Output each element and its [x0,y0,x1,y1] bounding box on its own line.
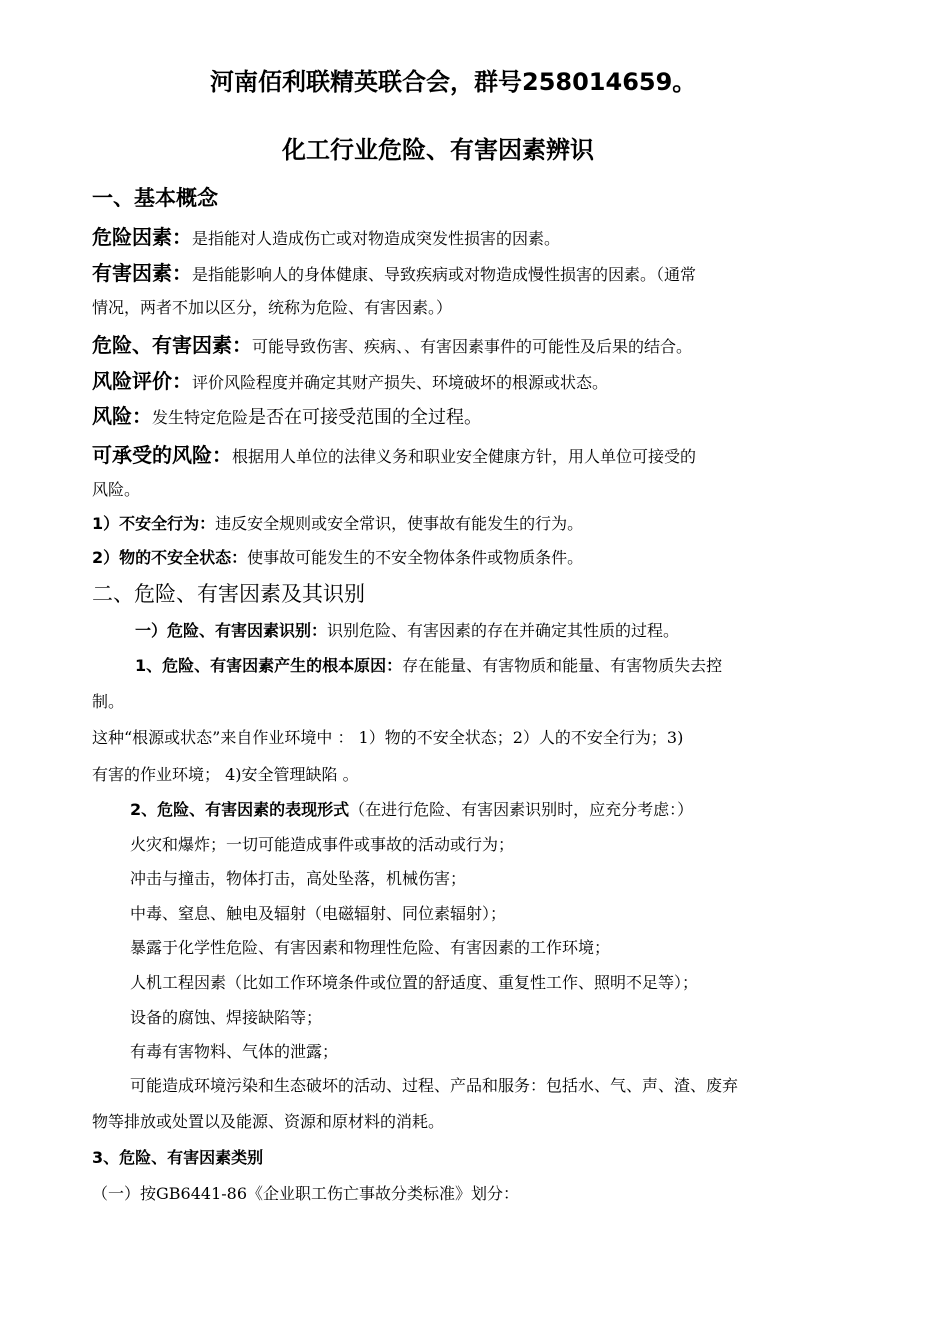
risk-term: 风险： [92,404,152,428]
list-item: 有毒有害物料、气体的泄露； [130,1042,339,1061]
origin-line-1: 这种“根源或状态”来自作业环境中 ： 1）物的不安全状态；2）人的不安全行为；3) [92,728,684,747]
danger-harm-term: 危险、有害因素： [92,333,252,357]
origin-line-2: 有害的作业环境； 4)安全管理缺陷 。 [92,765,359,784]
risk-eval-line [92,371,608,391]
unsafe-act-term: 1）不安全行为： [92,514,216,533]
forms-text: （在进行危险、有害因素识别时，应充分考虑：） [349,800,694,819]
identify-line [135,623,679,639]
danger-factor-text: 是指能对人造成伤亡或对物造成突发性损害的因素。 [192,229,561,248]
category-heading [92,1150,263,1166]
risk-eval-text: 评价风险程度并确定其财产损失、环境破坏的根源或状态。 [192,373,609,392]
danger-factor-term: 危险因素： [92,225,192,249]
list-item: 中毒、窒息、触电及辐射（电磁辐射、同位素辐射）； [130,904,507,923]
root-cause-term: 1、危险、有害因素产生的根本原因： [135,656,403,675]
section1-heading: 一、基本概念 [92,186,218,210]
header-line: 河南佰利联精英联合会，群号258014659。 [210,68,697,96]
category-text: 3、危险、有害因素类别 [92,1148,264,1167]
unsafe-act-line [92,516,583,532]
root-cause-line [135,658,722,674]
harm-factor-term: 有害因素： [92,261,192,285]
unsafe-act-text: 违反安全规则或安全常识，使事故有能发生的行为。 [215,514,584,533]
list-item: 暴露于化学性危险、有害因素和物理性危险、有害因素的工作环境； [130,938,611,957]
acceptable-text: 根据用人单位的法律义务和职业安全健康方针，用人单位可接受的 [232,447,697,466]
harm-factor-text: 是指能影响人的身体健康、导致疾病或对物造成慢性损害的因素。（通常 [192,265,697,284]
forms-term: 2、危险、有害因素的表现形式 [130,800,350,819]
unsafe-state-line [92,550,583,566]
gb-standard-line: （一）按GB6441-86《企业职工伤亡事故分类标准》划分： [92,1184,520,1203]
risk-text-small: 发生特定危险 [152,408,249,427]
acceptable-line [92,445,696,465]
root-cause-text: 存在能量、有害物质和能量、有害物质失去控 [402,656,723,675]
identify-text: 识别危险、有害因素的存在并确定其性质的过程。 [327,621,680,640]
list-item: 设备的腐蚀、焊接缺陷等； [130,1008,323,1027]
list-item: 可能造成环境污染和生态破坏的活动、过程、产品和服务：包括水、气、声、渣、废弃 [130,1076,739,1095]
harm-factor-continuation: 情况，两者不加以区分，统称为危险、有害因素。） [92,298,453,317]
unsafe-state-text: 使事故可能发生的不安全物体条件或物质条件。 [247,548,584,567]
harm-factor-line [92,263,696,283]
risk-text-large: 是否在可接受范围的全过程。 [248,407,483,428]
risk-line [92,406,482,427]
page-title: 化工行业危险、有害因素辨识 [282,136,594,164]
danger-harm-line [92,335,692,355]
section2-heading: 二、危险、有害因素及其识别 [92,582,365,606]
list-item: 人机工程因素（比如工作环境条件或位置的舒适度、重复性工作、照明不足等）； [130,973,699,992]
danger-factor-line [92,227,560,247]
acceptable-continuation: 风险。 [92,480,141,499]
identify-term: 一）危险、有害因素识别： [135,621,328,640]
list-item: 冲击与撞击，物体打击，高处坠落，机械伤害； [130,869,467,888]
forms-line [130,802,693,818]
acceptable-term: 可承受的风险： [92,443,232,467]
risk-eval-term: 风险评价： [92,369,192,393]
list-item-continuation: 物等排放或处置以及能源、资源和原材料的消耗。 [92,1112,445,1131]
list-item: 火灾和爆炸；一切可能造成事件或事故的活动或行为； [130,835,515,854]
unsafe-state-term: 2）物的不安全状态： [92,548,248,567]
danger-harm-text: 可能导致伤害、疾病、、有害因素事件的可能性及后果的结合。 [252,337,693,356]
root-cause-continuation: 制。 [92,692,125,711]
